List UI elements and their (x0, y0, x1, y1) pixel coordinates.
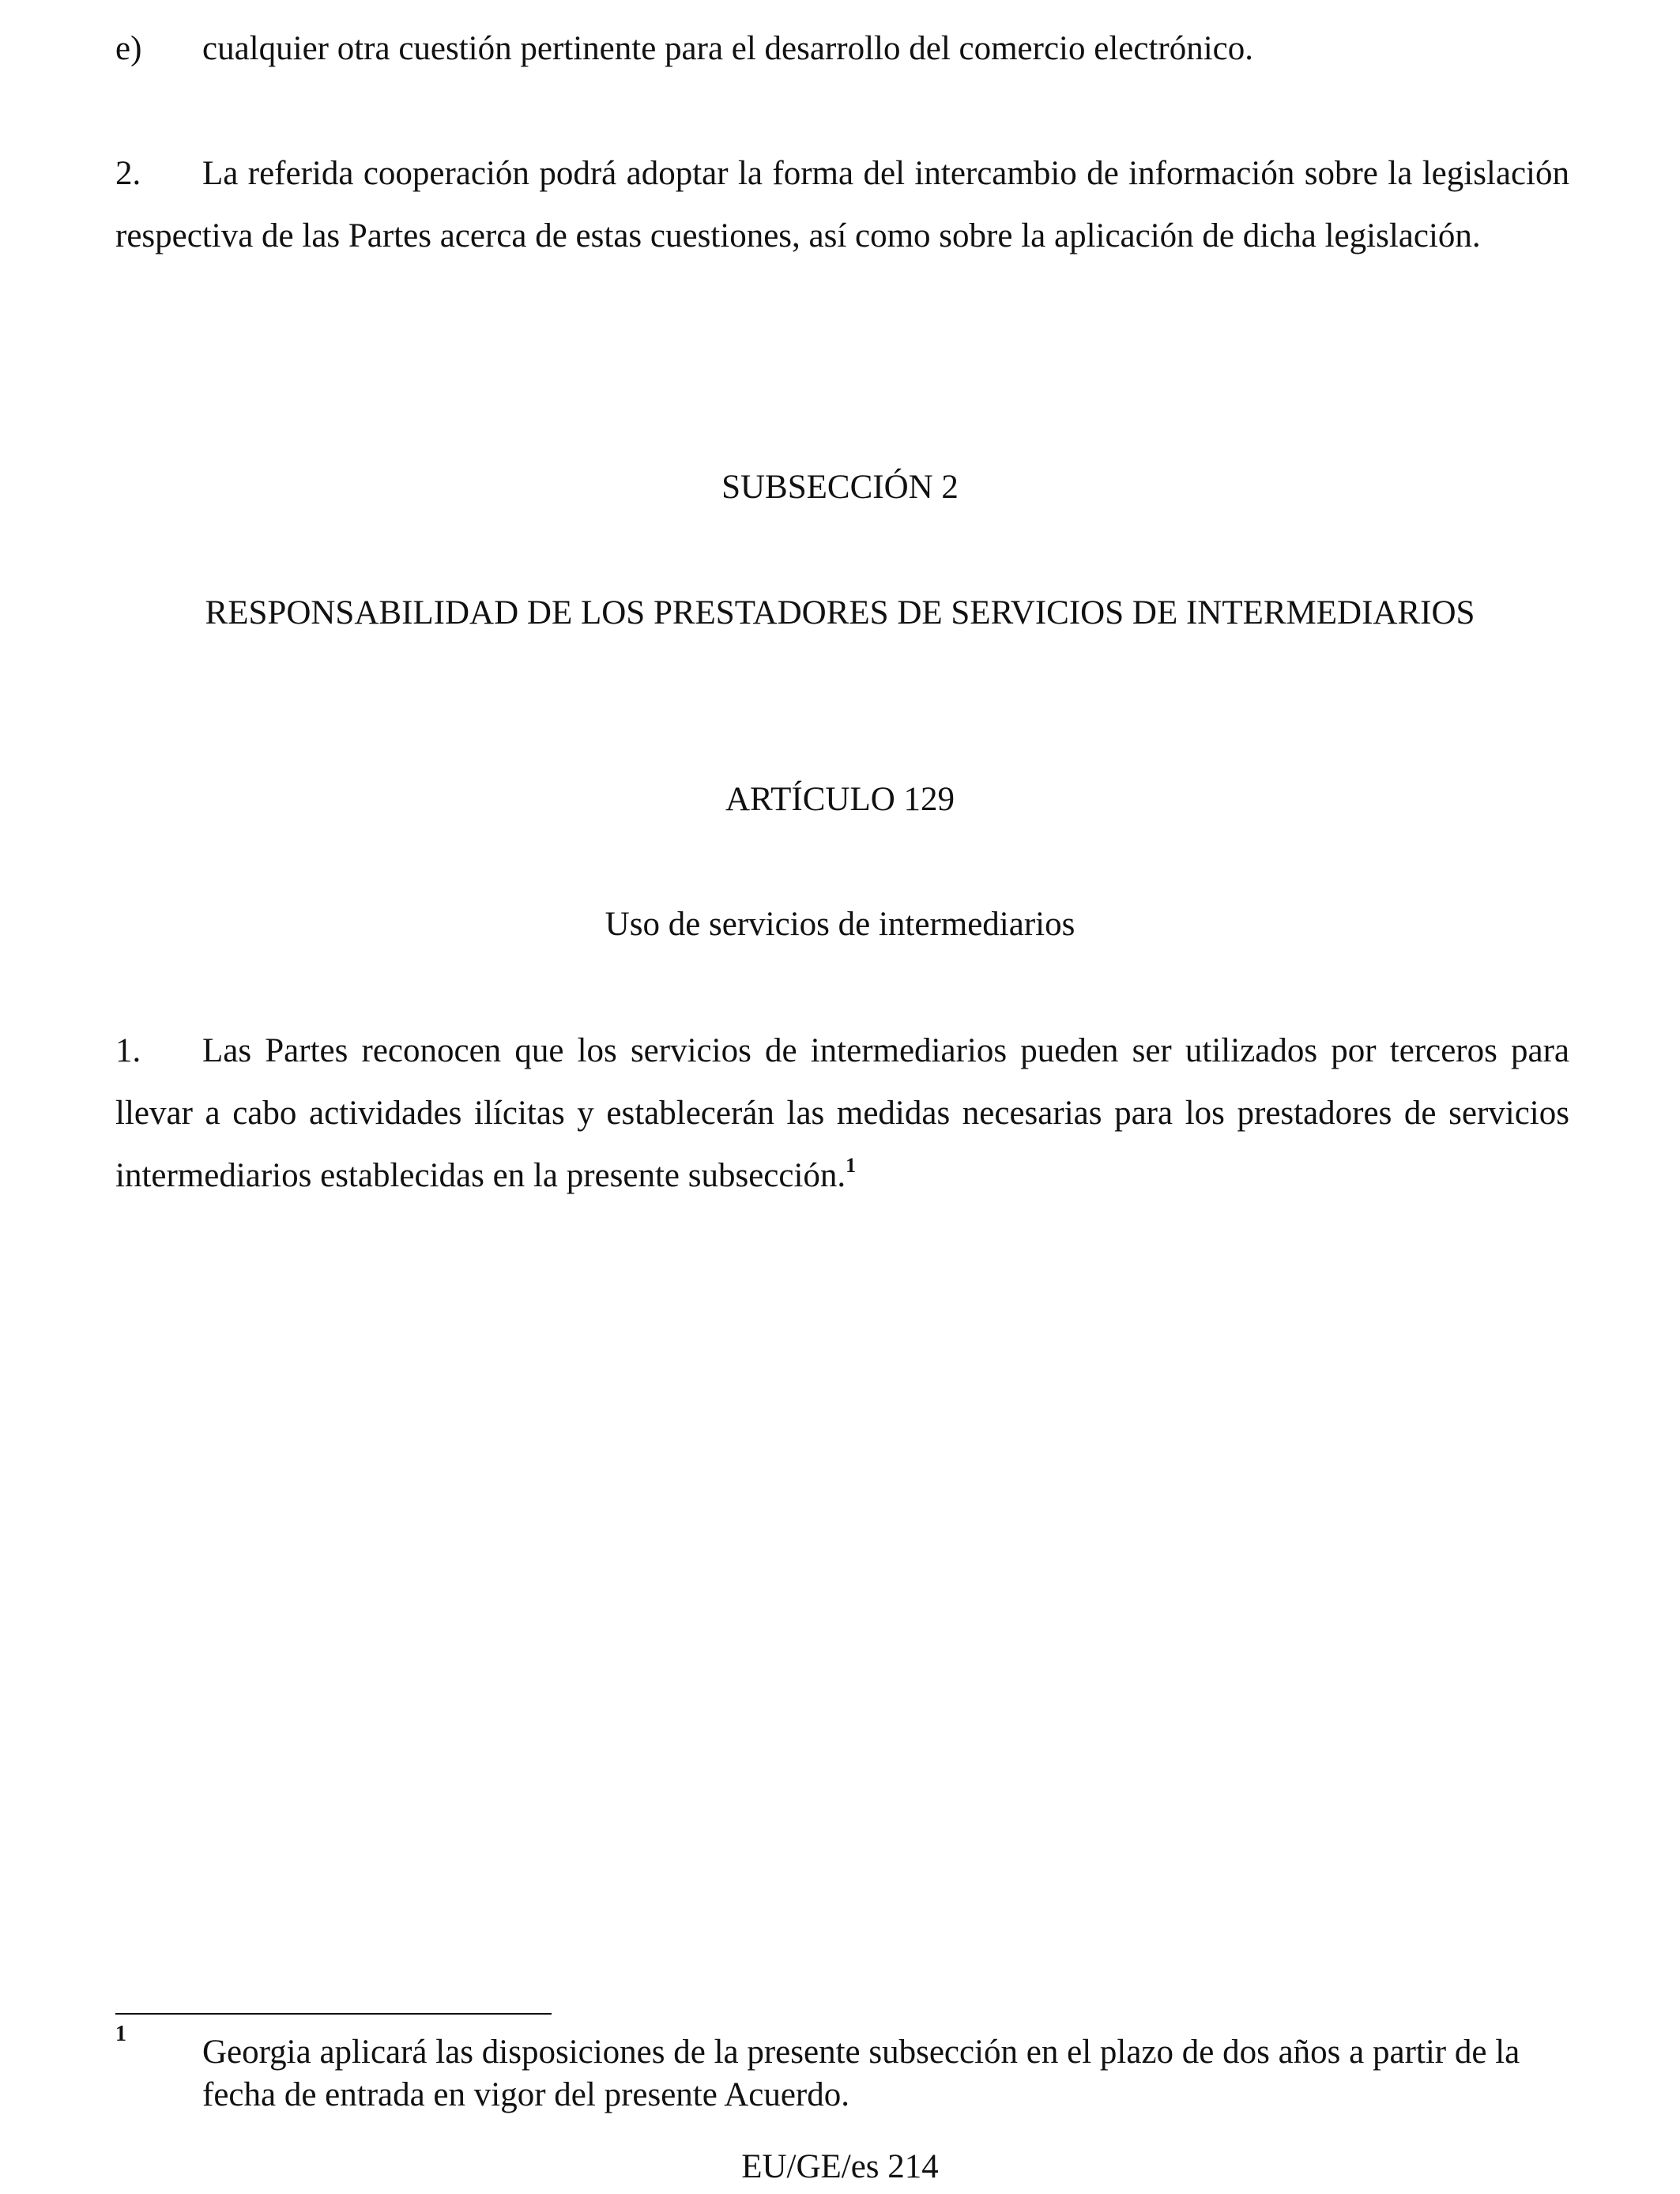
footnote-reference[interactable]: 1 (846, 1154, 857, 1177)
footnote-text: Georgia aplicará las disposiciones de la presente subsección en el plazo de dos años a partir de la fecha de entrada en vigor del presente Acuerdo. (202, 2034, 1520, 2113)
paragraph-1-text: Las Partes reconocen que los servicios de intermediarios pueden ser utilizados por terceros para llevar a cabo actividades ilícitas y establecerán las medidas necesarias para los prestadores de servicios intermediarios establecidas en la presente subsección. (115, 1032, 1569, 1194)
article-title: Uso de servicios de intermediarios (605, 906, 1075, 943)
paragraph-1 (115, 1020, 1569, 1207)
item-e-text: cualquier otra cuestión pertinente para el desarrollo del comercio electrónico. (202, 30, 1253, 67)
paragraph-2-number: 2. (115, 155, 141, 192)
paragraph-2-text: La referida cooperación podrá adoptar la forma del intercambio de información sobre la legislación respectiva de las Partes acerca de estas cuestiones, así como sobre la aplicación de dicha legislación. (115, 155, 1569, 254)
subsection-title: RESPONSABILIDAD DE LOS PRESTADORES DE SERVICIOS DE INTERMEDIARIOS (205, 594, 1475, 631)
subsection-label: SUBSECCIÓN 2 (721, 469, 959, 506)
page-footer-reference: EU/GE/es 214 (741, 2148, 939, 2185)
footnote-separator (115, 2013, 552, 2015)
paragraph-1-number: 1. (115, 1032, 141, 1069)
footnote-mark: 1 (115, 2022, 126, 2046)
paragraph-2 (115, 142, 1569, 267)
item-e-label: e) (115, 30, 142, 67)
article-label: ARTÍCULO 129 (725, 781, 955, 818)
